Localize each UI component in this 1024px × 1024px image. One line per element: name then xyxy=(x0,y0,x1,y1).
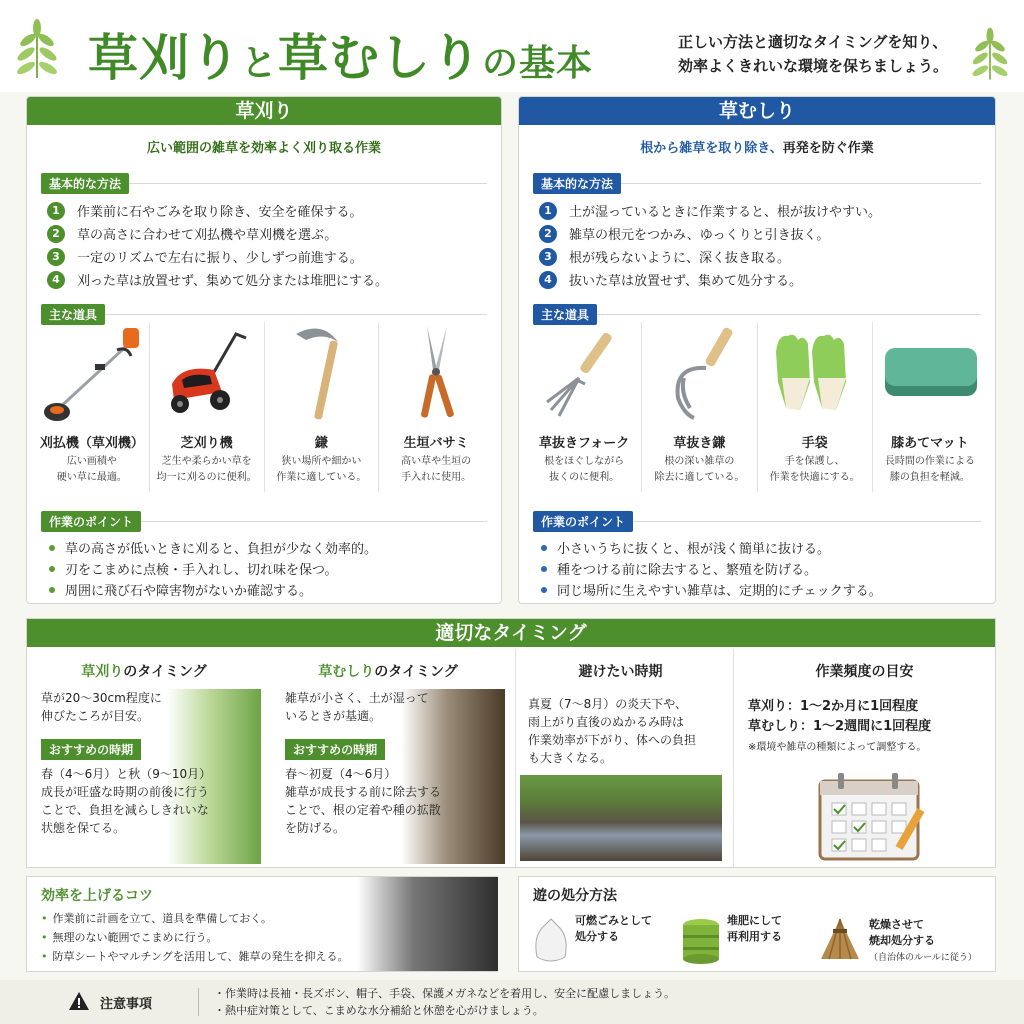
avoid-title: 避けたい時期 xyxy=(578,664,663,680)
list-item: • 作業前に計画を立て、道具を準備しておく。 xyxy=(41,912,273,925)
weeding-points-tag: 作業のポイント xyxy=(533,511,633,532)
disposal-item: 可燃ごみとして 処分する xyxy=(575,914,652,943)
mowing-tools-tag: 主な道具 xyxy=(41,304,105,325)
list-item: 1 作業前に石やごみを取り除き、安全を確保する。 xyxy=(47,199,388,222)
frequency-guide: 作業頻度の目安 草刈り：1〜2か月に1回程度 草むしり：1〜2週間に1回程度 ※環境や雑草の種類によって調整する。 xyxy=(733,649,995,869)
weeding-points-tagline xyxy=(533,511,981,531)
list-item: • 防草シートやマルチングを活用して、雑草の発生を抑える。 xyxy=(41,950,349,963)
mowing-method-tag: 基本的な方法 xyxy=(41,173,129,194)
mowing-timing-title: 草刈りのタイミング xyxy=(81,664,207,680)
mowing-points xyxy=(49,537,377,600)
tips-box xyxy=(26,876,498,972)
list-item: 3 一定のリズムで左右に振り、少しずつ前進する。 xyxy=(47,245,388,268)
list-item: 草の高さが低いときに刈ると、負担が少なく効率的。 xyxy=(49,537,377,558)
grass-bundle-icon xyxy=(815,915,865,965)
timing-title: 適切なタイミング xyxy=(27,619,995,647)
list-item: 3 根が残らないように、深く抜き取る。 xyxy=(539,245,881,268)
frequency-title: 作業頻度の目安 xyxy=(815,664,914,680)
mowing-points-tagline xyxy=(41,511,487,531)
leaf-icon xyxy=(12,18,62,80)
disposal-title: 遊の処分方法 xyxy=(533,888,617,904)
leaf-icon xyxy=(968,26,1012,82)
header-description: 正しい方法と適切なタイミングを知り、 効率よくきれいな環境を保ちましょう。 xyxy=(678,33,949,75)
weeding-method-tagline xyxy=(533,173,981,193)
weeding-recommended-tag: おすすめの時期 xyxy=(285,739,385,760)
lawn-mower-icon xyxy=(152,322,262,427)
avoid-timing: 避けたい時期 真夏（7〜8月）の炎天下や、 雨上がり直後のぬかるみ時は 作業効率が下がり、体への負担 も大きくなる。 xyxy=(515,649,725,869)
list-item: 1 土が湿っているときに作業すると、根が抜けやすい。 xyxy=(539,199,881,222)
mowing-steps xyxy=(47,199,388,291)
muddy-ground-photo xyxy=(520,775,722,861)
caution-bar xyxy=(0,980,1024,1024)
weeding-fork-icon xyxy=(529,322,639,427)
mowing-recommended-tag: おすすめの時期 xyxy=(41,739,141,760)
warning-icon xyxy=(68,991,90,1011)
list-item: 2 雑草の根元をつかみ、ゆっくりと引き抜く。 xyxy=(539,222,881,245)
tool-card: 草抜きフォーク 根をほぐしながら 抜くのに便利。 xyxy=(527,322,642,492)
tool-card: 鎌 狭い場所や細かい 作業に適している。 xyxy=(265,322,380,492)
mowing-points-tag: 作業のポイント xyxy=(41,511,141,532)
tool-card: 生垣バサミ 高い草や生垣の 手入れに使用。 xyxy=(379,322,493,492)
weeding-method-tag: 基本的な方法 xyxy=(533,173,621,194)
trash-bag-icon xyxy=(531,917,571,965)
weeding-tools-tag: 主な道具 xyxy=(533,304,597,325)
trimmer-icon xyxy=(37,322,147,427)
tips-title: 効率を上げるコツ xyxy=(41,888,153,904)
disposal-item: 堆肥にして 再利用する xyxy=(727,914,782,943)
weeding-tools xyxy=(527,322,987,492)
hedge-shears-icon xyxy=(381,322,491,427)
page-header xyxy=(0,0,1024,92)
list-item: 種をつける前に除去すると、繁殖を防げる。 xyxy=(541,558,882,579)
list-item: 2 草の高さに合わせて刈払機や草刈機を選ぶ。 xyxy=(47,222,388,245)
weeding-subtitle: 根から雑草を取り除き、再発を防ぐ作業 xyxy=(640,141,874,156)
knee-mat-icon xyxy=(875,322,985,427)
list-item: 周囲に飛び石や障害物がないか確認する。 xyxy=(49,579,377,600)
mowing-method-tagline xyxy=(41,173,487,193)
caution-list xyxy=(214,985,675,1019)
tool-card: 手袋 手を保護し、 作業を快適にする。 xyxy=(758,322,873,492)
list-item: 4 抜いた草は放置せず、集めて処分する。 xyxy=(539,268,881,291)
mowing-tools xyxy=(35,322,493,492)
weeding-steps xyxy=(539,199,881,291)
list-item: 小さいうちに抜くと、根が浅く簡単に抜ける。 xyxy=(541,537,882,558)
list-item: 4 刈った草は放置せず、集めて処分または堆肥にする。 xyxy=(47,268,388,291)
timing-section xyxy=(26,618,996,868)
weeding-tools-tagline xyxy=(533,304,981,324)
weeding-hoe-icon xyxy=(644,322,754,427)
list-item: 刃をこまめに点検・手入れし、切れ味を保つ。 xyxy=(49,558,377,579)
list-item: 同じ場所に生えやすい雑草は、定期的にチェックする。 xyxy=(541,579,882,600)
weeding-title: 草むしり xyxy=(519,97,995,125)
weeding-timing-title: 草むしりのタイミング xyxy=(318,664,458,680)
mowing-panel xyxy=(26,96,502,604)
weeding-points xyxy=(541,537,882,600)
disposal-item: 乾燥させて 焼却処分する （自治体のルールに従う） xyxy=(869,918,977,963)
list-item: ・熱中症対策として、こまめな水分補給と休憩を心がけましょう。 xyxy=(214,1004,544,1017)
page-title: 草刈りと草むしりの基本 xyxy=(88,29,594,87)
mowing-title: 草刈り xyxy=(27,97,501,125)
list-item: ・作業時は長袖・長ズボン、帽子、手袋、保護メガネなどを着用し、安全に配慮しましょう。 xyxy=(214,987,676,1000)
tips-list xyxy=(41,909,349,966)
mowing-subtitle: 広い範囲の雑草を効率よく刈り取る作業 xyxy=(146,141,381,156)
sickle-icon xyxy=(266,322,376,427)
tool-card: 膝あてマット 長時間の作業による 膝の負担を軽減。 xyxy=(873,322,987,492)
gloves-icon xyxy=(760,322,870,427)
list-item: • 無理のない範囲でこまめに行う。 xyxy=(41,931,218,944)
tool-card: 芝刈り機 芝生や柔らかい草を 均一に刈るのに便利。 xyxy=(150,322,265,492)
weed-sheet-photo xyxy=(357,877,498,971)
calendar-icon xyxy=(814,767,934,863)
divider xyxy=(198,988,199,1016)
mowing-tools-tagline xyxy=(41,304,487,324)
tool-card: 草抜き鎌 根の深い雑草の 除去に適している。 xyxy=(642,322,757,492)
weeding-timing: 草むしりのタイミング 雑草が小さく、土が湿って いるときが基適。 おすすめの時期 春〜初夏（4〜6月） 雑草が成長する前に除去する ことで、根の定着や種の拡散 を防げる。 xyxy=(271,649,505,869)
caution-label: 注意事項 xyxy=(100,997,153,1012)
weeding-panel xyxy=(518,96,996,604)
tool-card: 刈払機（草刈機） 広い画積や 硬い草に最適。 xyxy=(35,322,150,492)
mowing-timing: 草刈りのタイミング 草が20〜30cm程度に 伸びたころが目安。 おすすめの時期 春（4〜6月）と秋（9〜10月） 成長が旺盛な時期の前後に行う ことで、負担を減らしきれいな 状態を保てる。 xyxy=(27,649,261,869)
compost-icon xyxy=(679,915,723,965)
disposal-box xyxy=(518,876,996,972)
